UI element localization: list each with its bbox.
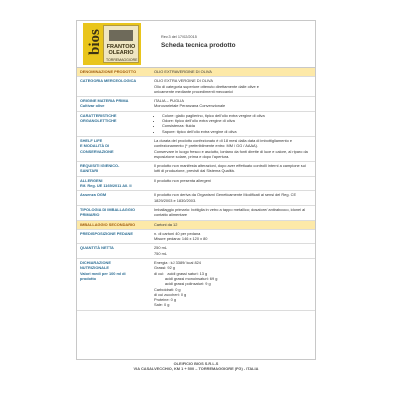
logo-building-icon (103, 25, 139, 63)
company-footer (76, 361, 316, 371)
spec-value (151, 244, 315, 259)
spec-label: REQUISITI IGIENICO- SANITARI (77, 162, 151, 177)
value-line: n. di cartoni 40 per pedana (154, 230, 201, 236)
spec-row (77, 162, 315, 177)
value-line: Monovarietale Peranzana Convenzionale (154, 103, 226, 109)
value-line: acidi grassi monoinsaturi: 69 g (154, 275, 218, 281)
spec-value (151, 111, 315, 136)
spec-row (77, 220, 315, 229)
spec-label: CARATTERISTICHE ORGANOLETTICHE (77, 111, 151, 136)
spec-label: PREDISPOSIZIONE PEDANE (77, 229, 151, 244)
spec-row (77, 136, 315, 161)
revision-label: Rev.3 del 17/02/2015 (161, 35, 197, 39)
spec-value (151, 77, 315, 97)
value-line: di cui zuccheri: 0 g (154, 291, 187, 297)
sheet-header (77, 21, 315, 68)
building-shape (109, 30, 133, 41)
value-line: Grassi: 92 g (154, 265, 175, 271)
spec-label: CATEGORIA MERCEOLOGICA (77, 77, 151, 97)
spec-value (151, 229, 315, 244)
bullet-item: • Sapore: tipico dell'olio extra vergine di oliva (162, 129, 312, 134)
spec-value (151, 191, 315, 206)
spec-row (77, 244, 315, 259)
spec-value (151, 176, 315, 191)
company-address: VIA CASALVECCHIO, KM 1 + 500 – TORREMAGGIORE (FG) - ITALIA (133, 366, 259, 372)
value-line: acidi grassi polinsaturi: 9 g (154, 281, 211, 287)
document-title: Scheda tecnica prodotto (161, 42, 236, 49)
spec-row (77, 205, 315, 220)
value-line: Olio di categoria superiore ottenuto direttamente dalle olive e (154, 83, 259, 89)
value-line: Cartoni da 12 (154, 221, 178, 227)
spec-label: QUANTITÀ NETTA (77, 244, 151, 259)
spec-row (77, 77, 315, 97)
spec-label: ORIGINE MATERIA PRIMA Cultivar olive (77, 97, 151, 112)
value-line: Misure pedana: 146 x 120 x 80 (154, 236, 208, 242)
spec-row (77, 111, 315, 136)
bullet-list (154, 113, 312, 134)
spec-value (151, 259, 315, 311)
value-line: ITALIA – PUGLIA (154, 98, 184, 104)
logo-word: bios (87, 29, 103, 55)
spec-value: OLIO EXTRAVERGINE DI OLIVA (151, 68, 315, 77)
value-line: La durata del prodotto confezionato è di 18 mesi dalla data di imbottigliamento e confezionamento (* preferibilmente entro: MM / GG / AAAA). (154, 137, 294, 149)
logo-caption: FRANTOIO OLEARIO (106, 44, 136, 56)
spec-label: Assenza OGM (77, 191, 151, 206)
spec-label: DICHIARAZIONE NUTRIZIONALE Valori medi per 100 ml di prodotto (77, 259, 151, 311)
spec-label: SHELF LIFE E MODALITÀ DI CONSERVAZIONE (77, 136, 151, 161)
spec-label: DENOMINAZIONE PRODOTTO (77, 68, 151, 77)
value-line: Sale: 0 g (154, 302, 170, 308)
value-line: Il prodotto non manifesta alterazioni, dopo aver effettuato controlli interni a campione sui lotti di produzione, previsti dal Sistema Qualità. (154, 163, 307, 174)
spec-label: ALLERGENI Rif. Reg. UE 1169/2011 All. II (77, 176, 151, 191)
value-line: Il prodotto non deriva da Organismi Geneticamente Modificati ai sensi del Reg. CE 1829/2003 e 1830/2003. (154, 192, 298, 203)
value-line: unicamente mediante procedimenti meccanici (154, 88, 233, 94)
company-name: OLEIFICIO BIOS S.R.L.S (173, 361, 219, 366)
value-line: 750 mL (154, 250, 167, 256)
spec-row (77, 229, 315, 244)
bullet-item: • Consistenza: fluida (162, 123, 312, 128)
spec-label: TIPOLOGIA DI IMBALLAGGIO PRIMARIO (77, 205, 151, 220)
value-line: di cui: acidi grassi saturi: 13 g (154, 270, 208, 276)
value-line: Il prodotto non presenta allergeni (154, 177, 211, 183)
spec-table (77, 68, 315, 311)
value-line: Conservare in luogo fresco e asciutto, lontano da fonti dirette di luce e calore, al riparo da esposizione solare, prima e dopo l'apertura. (154, 148, 309, 159)
value-line: Imballaggio primario: bottiglia in vetro a tappo metallico; dosatore/ antirabocco, idonei al contatto alimentare (154, 206, 307, 218)
spec-label: IMBALLAGGIO SECONDARIO (77, 220, 151, 229)
spec-value (151, 205, 315, 220)
value-line: Proteine: 0 g (154, 297, 177, 303)
spec-row (77, 68, 315, 77)
bullet-item: • Colore: giallo paglierino, tipico dell'olio extra vergine di oliva (162, 113, 312, 118)
value-line: Energia : kJ 3389/ kcal 824 (154, 260, 201, 266)
spec-row (77, 191, 315, 206)
value-line: Carboidrati: 0 g (154, 286, 181, 292)
bios-logo (83, 23, 141, 65)
spec-row (77, 259, 315, 311)
value-line: 250 mL (154, 245, 167, 251)
logo-subcaption: TORREMAGGIORE (106, 58, 138, 62)
spec-row (77, 176, 315, 191)
spec-value (151, 162, 315, 177)
spec-row (77, 97, 315, 112)
value-line: OLIO EXTRA VERGINE DI OLIVA (154, 78, 213, 84)
spec-value (151, 97, 315, 112)
spec-value (151, 136, 315, 161)
bullet-item: • Odore: tipico dell'olio extra vergine di oliva (162, 118, 312, 123)
spec-value (151, 220, 315, 229)
product-data-sheet (76, 20, 316, 360)
